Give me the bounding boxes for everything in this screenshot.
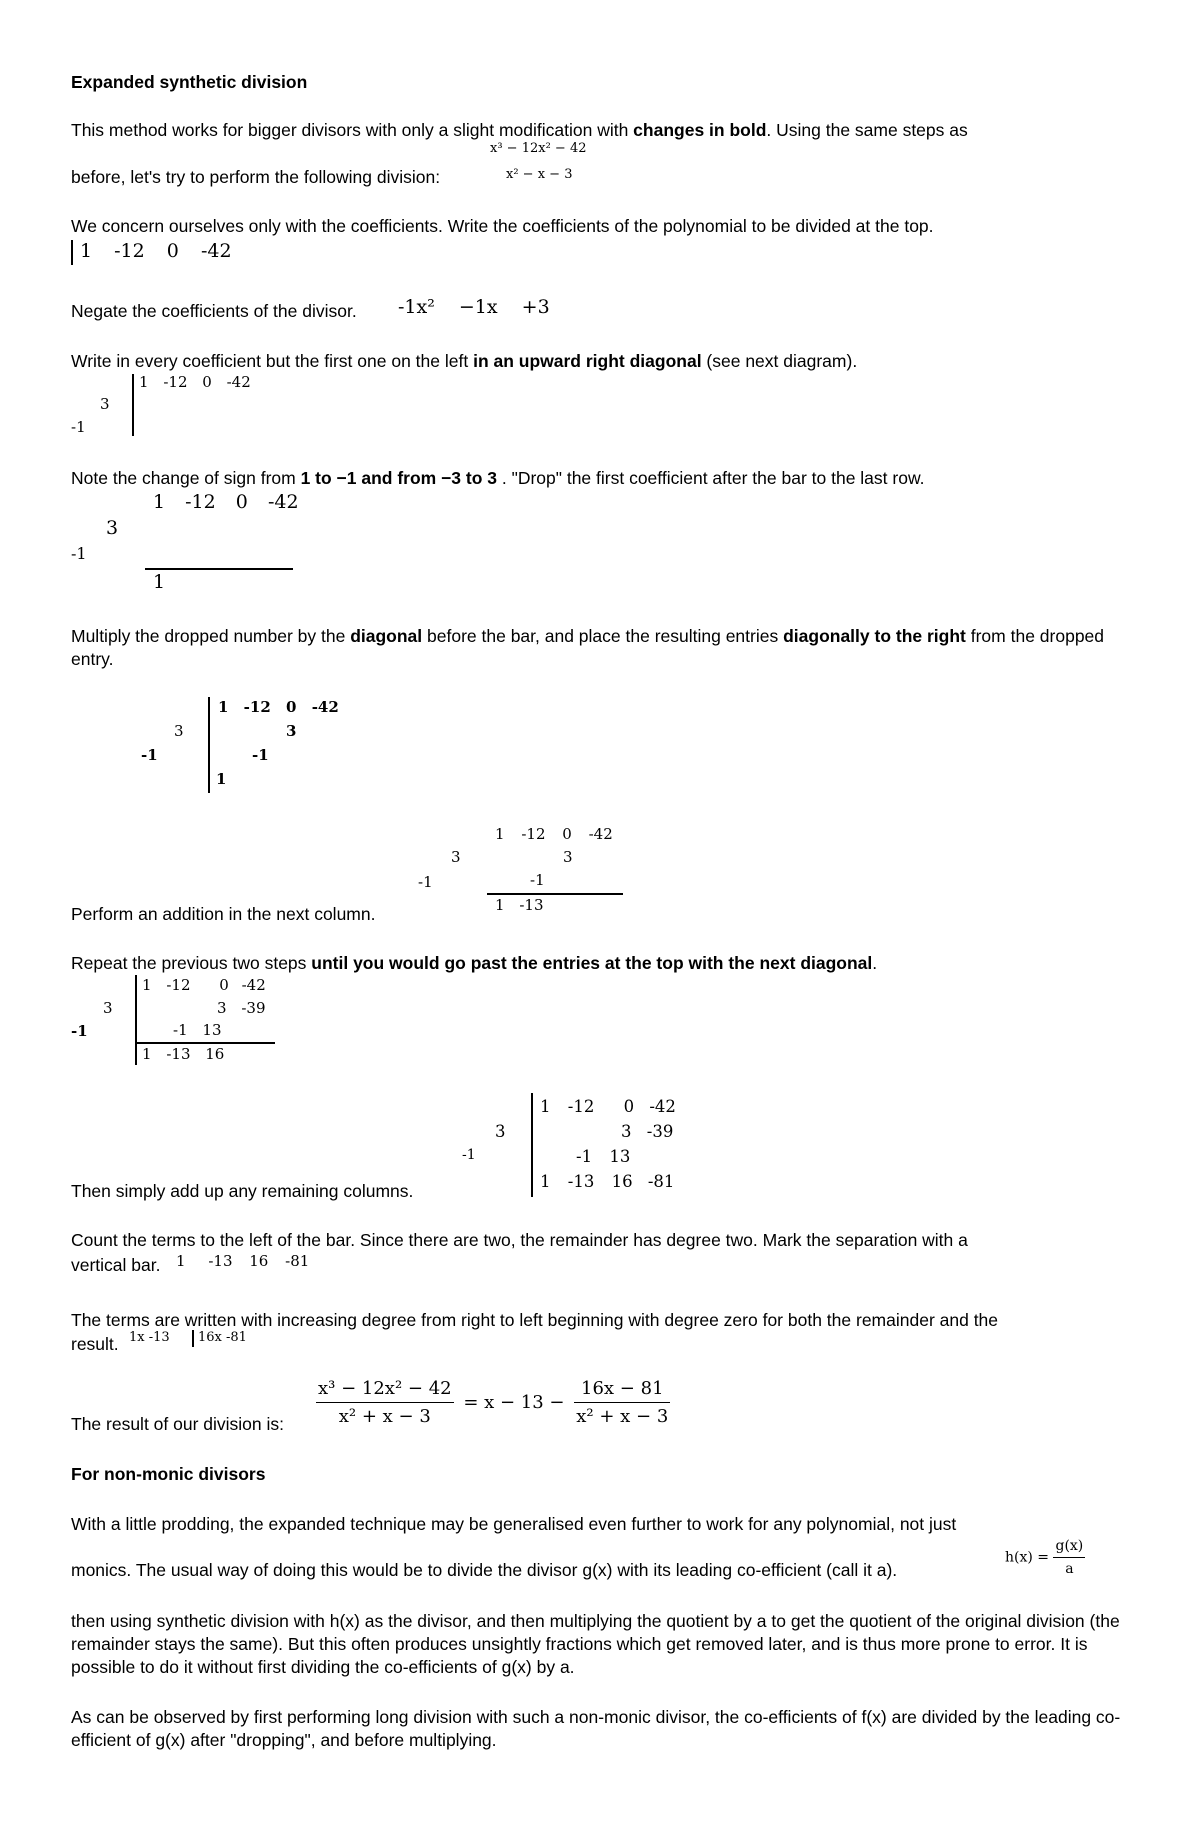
step5-t1: Multiply the dropped number by the [71, 626, 351, 646]
step6-row3: -1 [530, 871, 545, 889]
coeff: -12 [163, 373, 188, 391]
step7-t2: . [872, 953, 878, 973]
step7-text [71, 953, 877, 974]
negated-divisor [398, 296, 550, 318]
step10-text-2: result. [71, 1334, 119, 1354]
step4-bottom: 1 [153, 571, 166, 593]
step1-bar [71, 240, 73, 265]
coeff: 0 [286, 698, 297, 716]
step6-text: Perform an addition in the next column. [71, 904, 376, 924]
coeff: 13 [202, 1021, 222, 1039]
coeff: -1 [173, 1021, 188, 1039]
step3-bold: in an upward right diagonal [473, 351, 702, 371]
neg-coeff: +3 [521, 296, 550, 318]
step6-row2: 3 [563, 848, 573, 866]
coeff: 1 [540, 1097, 551, 1116]
intro-text: This method works for bigger divisors with only a slight modification with [71, 120, 634, 140]
result-equation [316, 1378, 670, 1427]
coeff: 1 [139, 373, 149, 391]
step4-diag-3: 3 [106, 517, 119, 539]
step3-top-row [139, 373, 251, 391]
step3-text [71, 351, 857, 372]
step5-row3: -1 [252, 746, 269, 764]
step5-bold-2: diagonally to the right [783, 626, 966, 646]
coeff: 1 [540, 1172, 551, 1191]
coeff: -12 [567, 1097, 595, 1116]
rhs-fraction [574, 1378, 670, 1427]
step10-text-1: The terms are written with increasing degree from right to left beginning with degree zero for both the remainder and the [71, 1310, 999, 1330]
coeff: 1 [495, 825, 505, 843]
coeff: -42 [241, 976, 266, 994]
nonmonic-p1-line1: With a little prodding, the expanded technique may be generalised even further to work for any polynomial, not just [71, 1514, 957, 1534]
coeff: -12 [521, 825, 546, 843]
step1-text: We concern ourselves only with the coefficients. Write the coefficients of the polynomial to be divided at the top. [71, 216, 934, 236]
step5-diag-3: 3 [174, 722, 184, 740]
step10-separator [192, 1330, 194, 1347]
neg-coeff: -1x² [398, 296, 435, 318]
intro-bold: changes in bold [633, 120, 767, 140]
step7-row3 [173, 1021, 222, 1039]
coeff: 1 [495, 896, 505, 914]
step8-row3 [576, 1147, 630, 1166]
step9-values [176, 1252, 309, 1270]
coeff: -12 [185, 491, 216, 513]
step5-bar [208, 697, 210, 793]
step10-quotient: 1x -13 [129, 1330, 170, 1345]
step3-t2: (see next diagram). [701, 351, 858, 371]
lhs-fraction [316, 1378, 454, 1427]
coeff: 0 [235, 491, 248, 513]
coeff: -12 [114, 240, 145, 262]
coeff: 0 [219, 976, 229, 994]
coeff: 1 [142, 976, 152, 994]
step5-top-row [218, 698, 339, 716]
step8-top-row [540, 1097, 676, 1116]
coeff: -42 [311, 698, 339, 716]
step3-diag-neg1: -1 [71, 418, 86, 436]
nonmonic-p1-line2: monics. The usual way of doing this would be to divide the divisor g(x) with its leading co-efficient (call it a). [71, 1560, 898, 1580]
h-denominator: a [1065, 1561, 1074, 1577]
coeff: 3 [217, 999, 227, 1017]
coeff: 16 [249, 1252, 269, 1270]
step7-diag-neg1: -1 [71, 1022, 88, 1040]
step6-diag-neg1: -1 [418, 873, 433, 891]
result-text: The result of our division is: [71, 1414, 285, 1434]
step8-diag-neg1: -1 [462, 1147, 476, 1163]
coeff: -12 [243, 698, 271, 716]
page-title: Expanded synthetic division [71, 72, 308, 92]
nonmonic-p3: As can be observed by first performing long division with such a non-monic divisor, the co-efficients of f(x) are divided by the leading co-efficient of g(x) after "dropping", and before multiplying. [71, 1707, 1121, 1750]
coeff: 1 [153, 491, 166, 513]
coeff: 16 [205, 1045, 225, 1063]
intro-line-2: before, let's try to perform the following division: [71, 167, 441, 187]
step9-text-2: vertical bar. [71, 1255, 161, 1275]
step3-bar [132, 374, 134, 436]
coeff: 0 [562, 825, 572, 843]
h-fraction [1053, 1538, 1085, 1577]
step5-diag-neg1: -1 [141, 746, 158, 764]
step5-bottom: 1 [216, 770, 227, 788]
coeff: 1 [80, 240, 93, 262]
nonmonic-p2: then using synthetic division with h(x) as the divisor, and then multiplying the quotient by a to get the quotient of the original division (the remainder stays the same). But this often produces unsightly fractions which get removed later, and is thus more prone to error. It is possible to do it without first dividing the co-efficients of g(x) by a. [71, 1611, 1120, 1677]
coeff: 1 [176, 1252, 186, 1270]
step7-sum-line [135, 1042, 275, 1044]
h-label: h(x) = [1005, 1549, 1050, 1566]
h-definition [1005, 1538, 1085, 1577]
coeff: -42 [226, 373, 251, 391]
step7-t1: Repeat the previous two steps [71, 953, 312, 973]
step2-text: Negate the coefficients of the divisor. [71, 301, 357, 321]
neg-coeff: −1x [458, 296, 498, 318]
step4-t2: . "Drop" the first coefficient after the bar to the last row. [497, 468, 925, 488]
step5-t3: from the dropped entry. [71, 626, 1105, 669]
result-middle: = x − 13 − [463, 1391, 565, 1413]
coeff: -42 [588, 825, 613, 843]
coeff: -81 [647, 1172, 675, 1191]
step4-t1: Note the change of sign from [71, 468, 301, 488]
step7-bottom [142, 1045, 224, 1063]
step3-t1: Write in every coefficient but the first one on the left [71, 351, 474, 371]
step5-bold: diagonal [350, 626, 423, 646]
step4-top-row [153, 491, 299, 513]
step8-bar [531, 1093, 533, 1197]
coeff: 0 [623, 1097, 635, 1116]
coeff: 0 [202, 373, 212, 391]
step5-t2: before the bar, and place the resulting entries [422, 626, 784, 646]
coeff: -42 [649, 1097, 676, 1116]
coeff: -39 [241, 999, 266, 1017]
coeff: 16 [611, 1172, 633, 1191]
coeff: -42 [200, 240, 232, 262]
step6-diag-3: 3 [451, 848, 461, 866]
coeff: 0 [166, 240, 179, 262]
coeff: 3 [621, 1122, 632, 1141]
step7-bar [135, 975, 137, 1065]
coeff: -13 [166, 1045, 191, 1063]
step8-text: Then simply add up any remaining columns. [71, 1181, 414, 1201]
rhs-denominator: x² + x − 3 [576, 1406, 669, 1427]
step4-text [71, 468, 924, 489]
step7-diag-3: 3 [103, 999, 113, 1017]
division-divisor: x² − x − 3 [506, 167, 573, 182]
nonmonic-heading: For non-monic divisors [71, 1464, 266, 1484]
step6-sum-line [487, 893, 623, 895]
step8-row2 [621, 1122, 673, 1141]
intro-text-2: . Using the same steps as [766, 120, 968, 140]
coeff: -42 [267, 491, 299, 513]
coeff: -81 [285, 1252, 310, 1270]
step7-bold: until you would go past the entries at the top with the next diagonal [311, 953, 873, 973]
step1-coeffs [80, 240, 232, 262]
step4-bold: 1 to −1 and from −3 to 3 [300, 468, 498, 488]
step5-text [71, 625, 1131, 671]
step10-remainder: 16x -81 [198, 1330, 247, 1345]
lhs-denominator: x² + x − 3 [338, 1406, 431, 1427]
coeff: 13 [609, 1147, 631, 1166]
coeff: -13 [208, 1252, 233, 1270]
step3-diag-3: 3 [100, 395, 110, 413]
step6-top-row [495, 825, 613, 843]
intro-line-1 [71, 120, 968, 141]
step5-row2: 3 [286, 722, 297, 740]
step7-row2 [217, 999, 265, 1017]
step4-sum-line [145, 568, 293, 570]
coeff: 1 [218, 698, 229, 716]
coeff: 1 [142, 1045, 152, 1063]
step9-text-1: Count the terms to the left of the bar. Since there are two, the remainder has degree two. Mark the separation with a [71, 1230, 968, 1250]
h-numerator: g(x) [1053, 1538, 1085, 1558]
coeff: -1 [576, 1147, 593, 1166]
step8-bottom [540, 1172, 674, 1191]
division-dividend: x³ − 12x² − 42 [490, 141, 587, 156]
coeff: -12 [166, 976, 191, 994]
rhs-numerator: 16x − 81 [574, 1378, 670, 1403]
coeff: -39 [646, 1122, 674, 1141]
step7-top-row [142, 976, 266, 994]
step6-bottom [495, 896, 543, 914]
step4-diag-neg1: -1 [71, 544, 87, 563]
step8-diag-3: 3 [495, 1122, 506, 1141]
coeff: -13 [519, 896, 544, 914]
coeff: -13 [567, 1172, 595, 1191]
lhs-numerator: x³ − 12x² − 42 [316, 1378, 454, 1403]
